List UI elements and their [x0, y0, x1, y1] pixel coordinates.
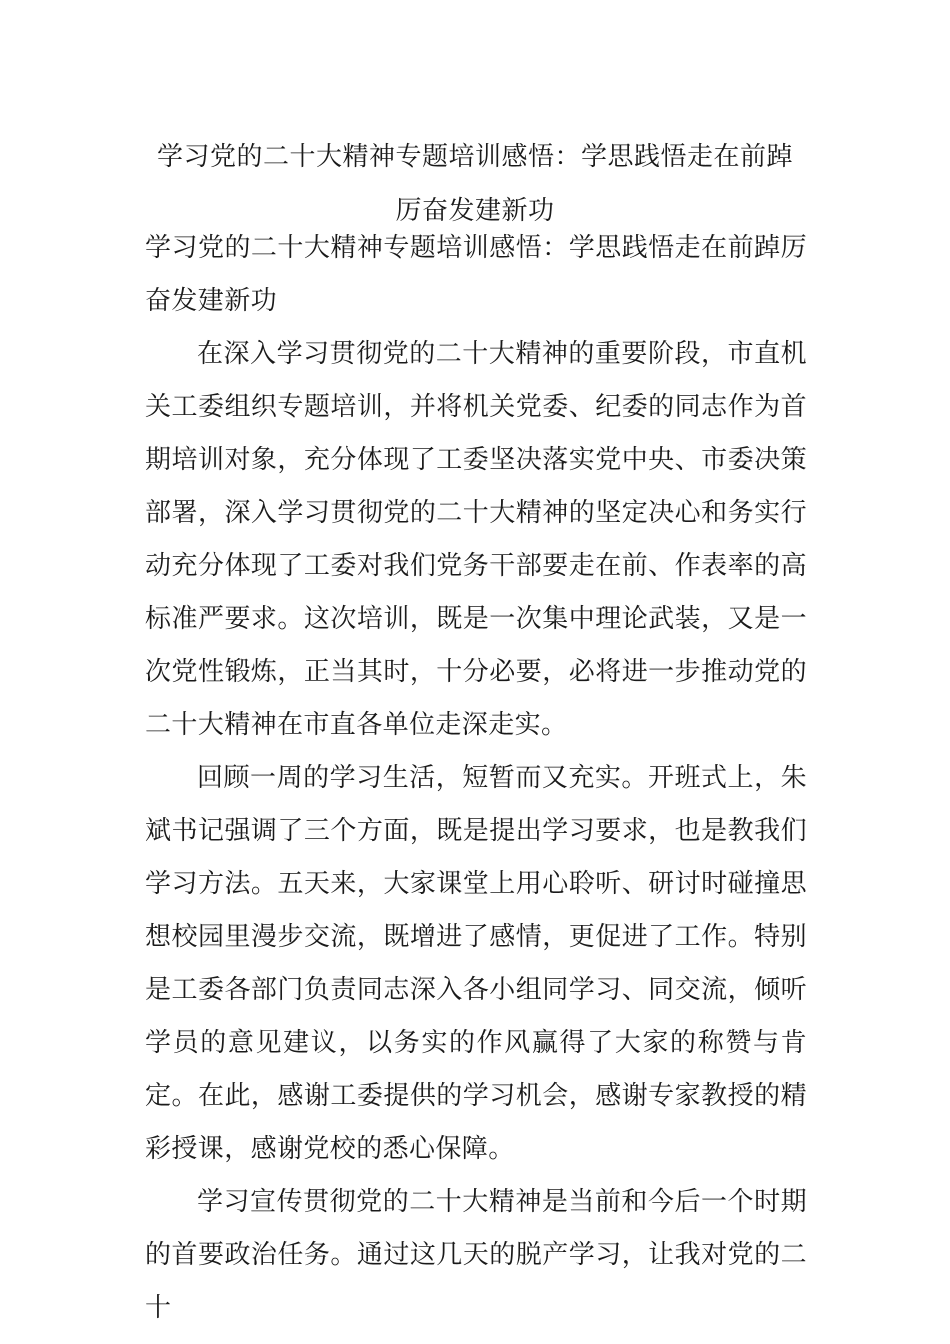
document-body — [145, 222, 807, 1335]
document-subtitle: 学习党的二十大精神专题培训感悟：学思践悟走在前踔厉奋发建新功 — [145, 233, 807, 316]
paragraph: 在深入学习贯彻党的二十大精神的重要阶段，市直机关工委组织专题培训，并将机关党委、纪委的同志作为首期培训对象，充分体现了工委坚决落实党中央、市委决策部署，深入学习贯彻党的二十大精神的坚定决心和务实行动充分体现了工委对我们党务干部要走在前、作表率的高标准严要求。这次培训，既是一次集中理论武装，又是一次党性锻炼，正当其时，十分必要，必将进一步推动党的二十大精神在市直各单位走深走实。 — [145, 339, 807, 740]
paragraph: 回顾一周的学习生活，短暂而又充实。开班式上，朱斌书记强调了三个方面，既是提出学习要求，也是教我们学习方法。五天来，大家课堂上用心聆听、研讨时碰撞思想校园里漫步交流，既增进了感情，更促进了工作。特别是工委各部门负责同志深入各小组同学习、同交流，倾听学员的意见建议，以务实的作风赢得了大家的称赞与肯定。在此，感谢工委提供的学习机会，感谢专家教授的精彩授课，感谢党校的悉心保障。 — [145, 763, 807, 1164]
document-title: 学习党的二十大精神专题培训感悟：学思践悟走在前踔厉奋发建新功 — [156, 142, 793, 226]
paragraph: 学习宣传贯彻党的二十大精神是当前和今后一个时期的首要政治任务。通过这几天的脱产学习，让我对党的二十 — [145, 1187, 807, 1323]
